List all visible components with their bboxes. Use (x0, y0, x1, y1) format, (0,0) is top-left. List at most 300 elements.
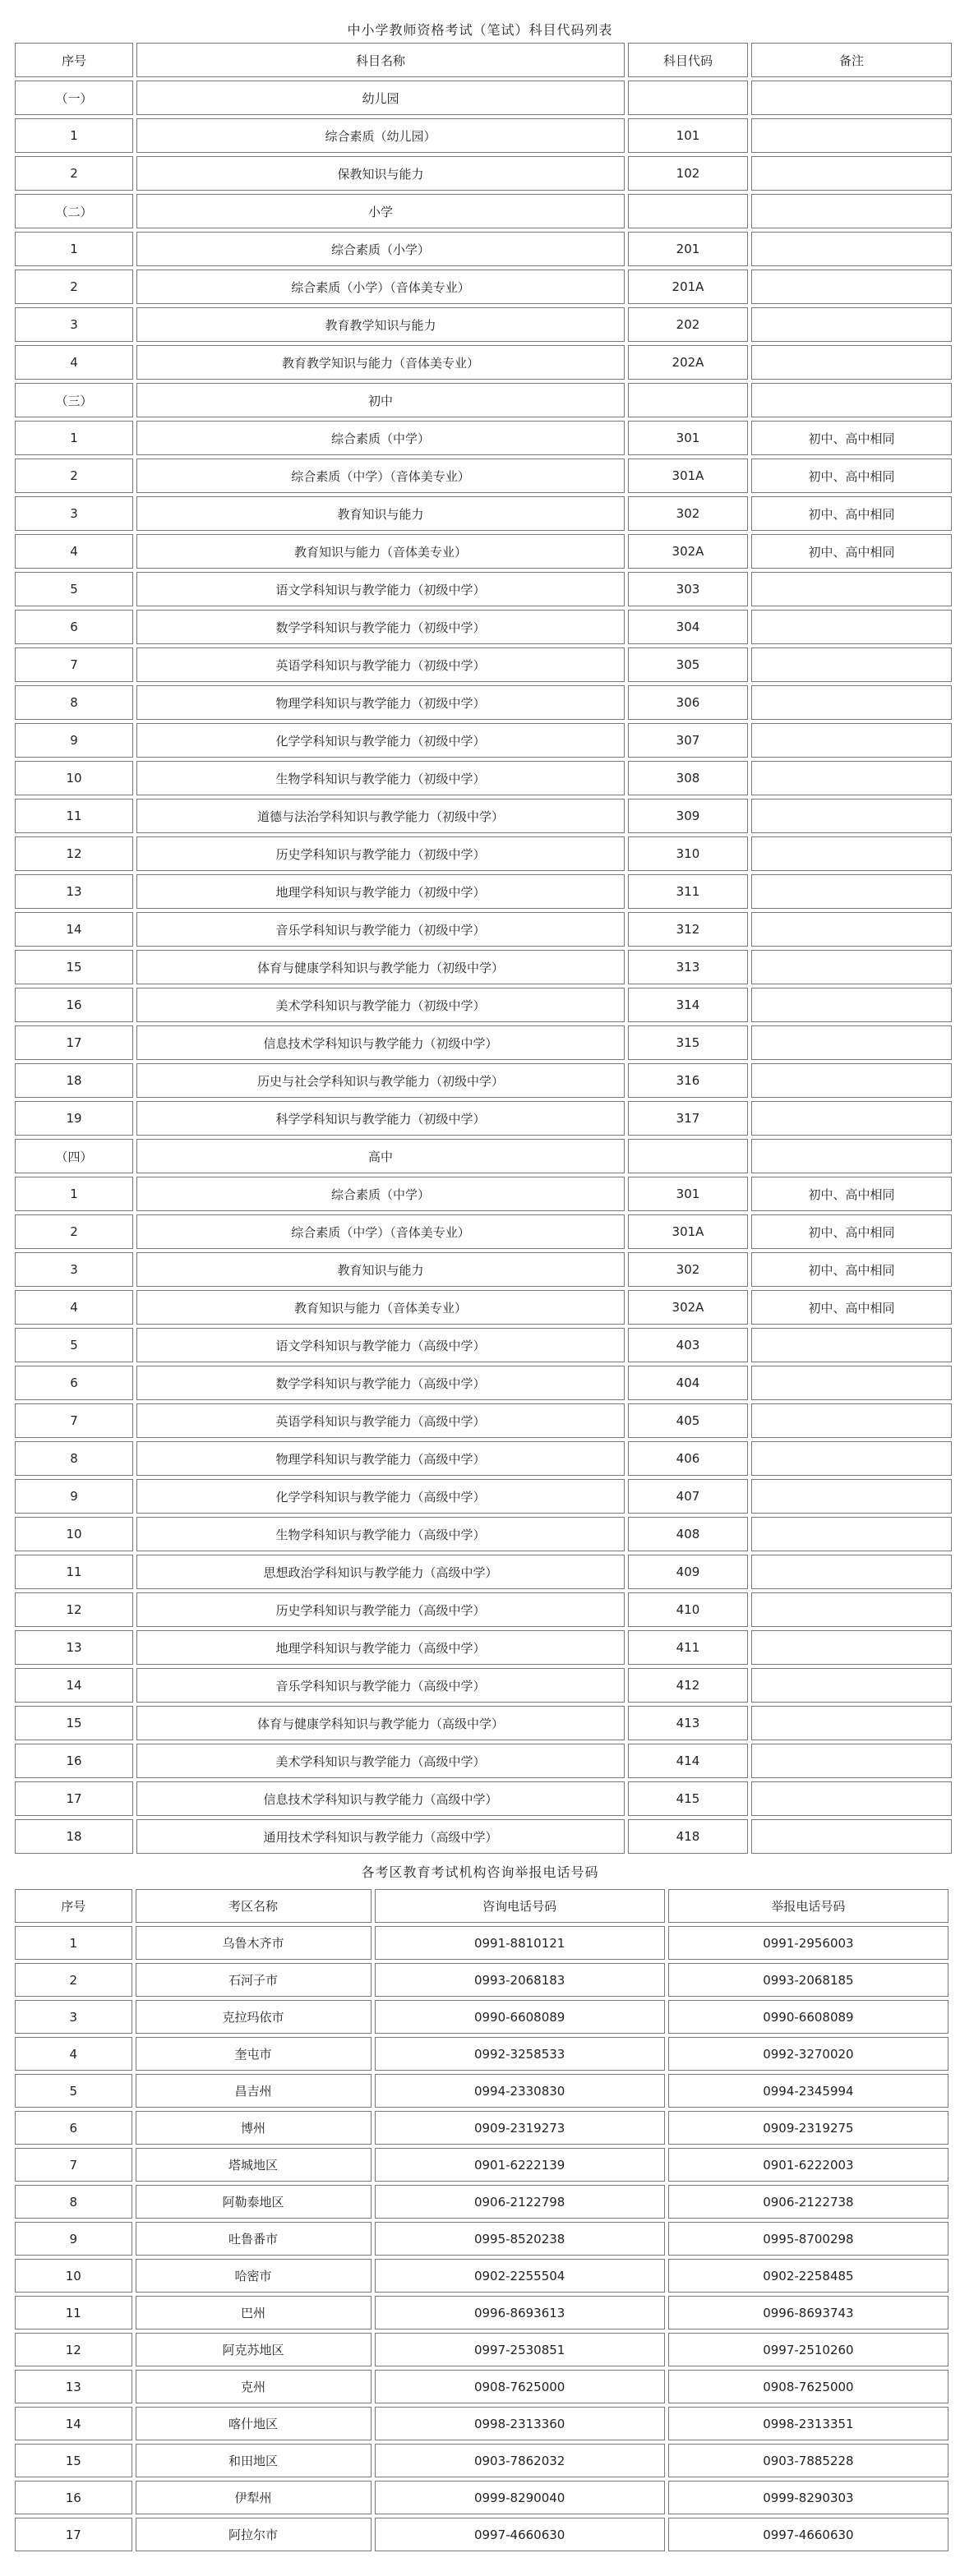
subject-note (751, 1592, 952, 1627)
row-number: 2 (15, 156, 133, 191)
region-name: 塔城地区 (136, 2148, 372, 2182)
region-name: 阿拉尔市 (136, 2518, 372, 2551)
subject-name: 保教知识与能力 (136, 156, 625, 191)
header-no: 序号 (15, 43, 133, 77)
report-phone: 0901-6222003 (668, 2148, 948, 2182)
report-phone: 0992-3270020 (668, 2037, 948, 2071)
subject-name: 地理学科知识与教学能力（初级中学） (136, 874, 625, 909)
subject-note (751, 1328, 952, 1362)
subject-code: 413 (628, 1706, 748, 1740)
subject-note (751, 836, 952, 871)
subject-code: 315 (628, 1025, 748, 1060)
row-number: 8 (15, 1441, 133, 1476)
row-number: （三） (15, 383, 133, 417)
row-number: 10 (15, 2259, 132, 2293)
subject-code: 314 (628, 988, 748, 1022)
table-row (15, 912, 952, 947)
table-row (15, 2037, 948, 2071)
consult-phone: 0992-3258533 (375, 2037, 665, 2071)
subject-note (751, 610, 952, 644)
subject-name: 物理学科知识与教学能力（高级中学） (136, 1441, 625, 1476)
phones-table (12, 1886, 952, 2555)
subject-code: 403 (628, 1328, 748, 1362)
consult-phone: 0993-2068183 (375, 1963, 665, 1997)
row-number: 4 (15, 1290, 133, 1325)
row-number: 9 (15, 723, 133, 758)
table-row (15, 2370, 948, 2403)
row-number: 15 (15, 1706, 133, 1740)
table-row (15, 2259, 948, 2293)
row-number: 7 (15, 1403, 133, 1438)
consult-phone: 0990-6608089 (375, 2000, 665, 2034)
subject-note: 初中、高中相同 (751, 496, 952, 531)
row-number: 2 (15, 1214, 133, 1249)
subject-note (751, 1555, 952, 1589)
consult-phone: 0995-8520238 (375, 2222, 665, 2256)
row-number: 13 (15, 874, 133, 909)
subject-code: 418 (628, 1819, 748, 1854)
subject-name: 体育与健康学科知识与教学能力（高级中学） (136, 1706, 625, 1740)
subject-code: 313 (628, 950, 748, 984)
table-row (15, 496, 952, 531)
table-row (15, 2185, 948, 2219)
table-row (15, 610, 952, 644)
table-row (15, 1403, 952, 1438)
row-number: 3 (15, 2000, 132, 2034)
subject-name: 历史与社会学科知识与教学能力（初级中学） (136, 1063, 625, 1098)
subject-code (628, 1139, 748, 1173)
subject-note (751, 81, 952, 115)
subject-note (751, 1479, 952, 1514)
table-row (15, 2444, 948, 2477)
table-row (15, 1819, 952, 1854)
table-row (15, 2333, 948, 2366)
table-row (15, 345, 952, 380)
row-number: 9 (15, 1479, 133, 1514)
subject-code: 301A (628, 1214, 748, 1249)
row-number: 1 (15, 1926, 132, 1960)
header-report-phone: 举报电话号码 (668, 1889, 948, 1923)
phones-table-body (15, 1926, 948, 2551)
subject-note: 初中、高中相同 (751, 1290, 952, 1325)
region-name: 克拉玛依市 (136, 2000, 372, 2034)
region-name: 哈密市 (136, 2259, 372, 2293)
subject-note (751, 1517, 952, 1551)
subject-code: 307 (628, 723, 748, 758)
subject-note (751, 874, 952, 909)
row-number: 17 (15, 1025, 133, 1060)
row-number: 14 (15, 912, 133, 947)
subject-name: 历史学科知识与教学能力（初级中学） (136, 836, 625, 871)
table-row (15, 1926, 948, 1960)
subject-name: 生物学科知识与教学能力（初级中学） (136, 761, 625, 795)
region-name: 奎屯市 (136, 2037, 372, 2071)
table-row (15, 156, 952, 191)
report-phone: 0999-8290303 (668, 2481, 948, 2514)
header-subject-name: 科目名称 (136, 43, 625, 77)
subject-name: 幼儿园 (136, 81, 625, 115)
subject-note (751, 1101, 952, 1136)
table-row (15, 270, 952, 304)
row-number: 8 (15, 2185, 132, 2219)
region-name: 巴州 (136, 2296, 372, 2329)
table-row (15, 2481, 948, 2514)
subject-code: 303 (628, 572, 748, 606)
subject-code: 411 (628, 1630, 748, 1665)
row-number: 12 (15, 836, 133, 871)
table-row (15, 1479, 952, 1514)
table-row (15, 1366, 952, 1400)
subject-name: 小学 (136, 194, 625, 228)
row-number: 1 (15, 118, 133, 153)
subject-note (751, 912, 952, 947)
subject-code: 311 (628, 874, 748, 909)
subject-code: 407 (628, 1479, 748, 1514)
consult-phone: 0906-2122798 (375, 2185, 665, 2219)
subject-code: 301A (628, 459, 748, 493)
subject-name: 语文学科知识与教学能力（高级中学） (136, 1328, 625, 1362)
row-number: 17 (15, 1781, 133, 1816)
subject-code: 301 (628, 421, 748, 455)
row-number: 3 (15, 1252, 133, 1287)
subject-name: 信息技术学科知识与教学能力（初级中学） (136, 1025, 625, 1060)
table-row (15, 988, 952, 1022)
report-phone: 0902-2258485 (668, 2259, 948, 2293)
row-number: 17 (15, 2518, 132, 2551)
region-name: 伊犁州 (136, 2481, 372, 2514)
subject-name: 思想政治学科知识与教学能力（高级中学） (136, 1555, 625, 1589)
subject-name: 高中 (136, 1139, 625, 1173)
subject-code: 201 (628, 232, 748, 266)
table-row (15, 2148, 948, 2182)
row-number: 6 (15, 610, 133, 644)
row-number: （四） (15, 1139, 133, 1173)
subject-name: 语文学科知识与教学能力（初级中学） (136, 572, 625, 606)
subject-name: 通用技术学科知识与教学能力（高级中学） (136, 1819, 625, 1854)
row-number: 12 (15, 1592, 133, 1627)
region-name: 阿勒泰地区 (136, 2185, 372, 2219)
subject-name: 综合素质（中学） (136, 421, 625, 455)
table-row (15, 2407, 948, 2440)
subject-code: 302A (628, 1290, 748, 1325)
subject-name: 综合素质（小学）（音体美专业） (136, 270, 625, 304)
subject-name: 地理学科知识与教学能力（高级中学） (136, 1630, 625, 1665)
subject-code: 409 (628, 1555, 748, 1589)
table-row (15, 1555, 952, 1589)
row-number: 14 (15, 2407, 132, 2440)
subject-name: 综合素质（中学）（音体美专业） (136, 459, 625, 493)
table-row (15, 421, 952, 455)
subject-name: 英语学科知识与教学能力（高级中学） (136, 1403, 625, 1438)
subject-name: 综合素质（中学）（音体美专业） (136, 1214, 625, 1249)
row-number: 3 (15, 307, 133, 342)
subject-note (751, 307, 952, 342)
report-phone: 0997-2510260 (668, 2333, 948, 2366)
table-row (15, 572, 952, 606)
table-row (15, 459, 952, 493)
table-row (15, 2296, 948, 2329)
region-name: 乌鲁木齐市 (136, 1926, 372, 1960)
report-phone: 0903-7885228 (668, 2444, 948, 2477)
table-row (15, 534, 952, 569)
table-row (15, 1328, 952, 1362)
consult-phone: 0998-2313360 (375, 2407, 665, 2440)
table-row (15, 1177, 952, 1211)
subject-code: 302 (628, 1252, 748, 1287)
subject-note (751, 1744, 952, 1778)
subject-note (751, 156, 952, 191)
table-row (15, 194, 952, 228)
subject-code: 310 (628, 836, 748, 871)
subjects-table (12, 39, 955, 1857)
table-row (15, 1063, 952, 1098)
table-row (15, 1101, 952, 1136)
subject-code: 406 (628, 1441, 748, 1476)
table-row (15, 2222, 948, 2256)
table-row (15, 723, 952, 758)
row-number: （二） (15, 194, 133, 228)
row-number: 10 (15, 1517, 133, 1551)
subjects-table-title: 中小学教师资格考试（笔试）科目代码列表 (347, 22, 613, 38)
subject-name: 数学学科知识与教学能力（初级中学） (136, 610, 625, 644)
subject-note (751, 1063, 952, 1098)
table-row (15, 950, 952, 984)
region-name: 和田地区 (136, 2444, 372, 2477)
header-no: 序号 (15, 1889, 132, 1923)
table-row (15, 799, 952, 833)
subject-note (751, 572, 952, 606)
row-number: 1 (15, 1177, 133, 1211)
table-row (15, 1252, 952, 1287)
subject-code: 415 (628, 1781, 748, 1816)
subject-code: 404 (628, 1366, 748, 1400)
table-row (15, 118, 952, 153)
consult-phone: 0909-2319273 (375, 2111, 665, 2145)
subject-name: 科学学科知识与教学能力（初级中学） (136, 1101, 625, 1136)
region-name: 阿克苏地区 (136, 2333, 372, 2366)
table-row (15, 1290, 952, 1325)
table-row (15, 685, 952, 720)
subject-code: 305 (628, 647, 748, 682)
subject-note: 初中、高中相同 (751, 1214, 952, 1249)
report-phone: 0906-2122738 (668, 2185, 948, 2219)
region-name: 克州 (136, 2370, 372, 2403)
subject-note: 初中、高中相同 (751, 534, 952, 569)
table-row (15, 81, 952, 115)
subject-code: 414 (628, 1744, 748, 1778)
subject-note (751, 1668, 952, 1703)
table-row (15, 836, 952, 871)
row-number: 5 (15, 572, 133, 606)
table-row (15, 1441, 952, 1476)
subject-code (628, 81, 748, 115)
subject-code: 101 (628, 118, 748, 153)
row-number: 15 (15, 950, 133, 984)
subject-name: 综合素质（小学） (136, 232, 625, 266)
subject-code: 202 (628, 307, 748, 342)
subject-note (751, 799, 952, 833)
subject-code (628, 194, 748, 228)
subject-name: 音乐学科知识与教学能力（高级中学） (136, 1668, 625, 1703)
table-row (15, 1630, 952, 1665)
row-number: 13 (15, 2370, 132, 2403)
subject-note: 初中、高中相同 (751, 459, 952, 493)
row-number: 18 (15, 1063, 133, 1098)
subject-name: 道德与法治学科知识与教学能力（初级中学） (136, 799, 625, 833)
row-number: 1 (15, 421, 133, 455)
region-name: 昌吉州 (136, 2074, 372, 2108)
consult-phone: 0996-8693613 (375, 2296, 665, 2329)
subject-code: 410 (628, 1592, 748, 1627)
table-row (15, 1744, 952, 1778)
subject-code: 301 (628, 1177, 748, 1211)
subject-note (751, 685, 952, 720)
table-row (15, 2518, 948, 2551)
subject-note (751, 194, 952, 228)
subject-note: 初中、高中相同 (751, 1177, 952, 1211)
table-row (15, 383, 952, 417)
subject-name: 教育知识与能力 (136, 1252, 625, 1287)
subject-note (751, 1706, 952, 1740)
region-name: 博州 (136, 2111, 372, 2145)
subject-code: 412 (628, 1668, 748, 1703)
subject-note (751, 723, 952, 758)
table-row (15, 1592, 952, 1627)
report-phone: 0998-2313351 (668, 2407, 948, 2440)
subject-note (751, 1441, 952, 1476)
row-number: 4 (15, 534, 133, 569)
subject-code: 312 (628, 912, 748, 947)
report-phone: 0990-6608089 (668, 2000, 948, 2034)
subject-name: 体育与健康学科知识与教学能力（初级中学） (136, 950, 625, 984)
row-number: 2 (15, 1963, 132, 1997)
row-number: 18 (15, 1819, 133, 1854)
consult-phone: 0999-8290040 (375, 2481, 665, 2514)
subject-code: 302A (628, 534, 748, 569)
subject-note (751, 232, 952, 266)
row-number: 16 (15, 2481, 132, 2514)
subject-code: 306 (628, 685, 748, 720)
subject-name: 教育知识与能力（音体美专业） (136, 534, 625, 569)
subject-name: 化学学科知识与教学能力（高级中学） (136, 1479, 625, 1514)
subjects-table-body (15, 81, 952, 1854)
row-number: 13 (15, 1630, 133, 1665)
row-number: 12 (15, 2333, 132, 2366)
subject-note (751, 345, 952, 380)
row-number: 2 (15, 459, 133, 493)
subject-name: 教育教学知识与能力（音体美专业） (136, 345, 625, 380)
consult-phone: 0997-4660630 (375, 2518, 665, 2551)
subject-note: 初中、高中相同 (751, 421, 952, 455)
subject-name: 音乐学科知识与教学能力（初级中学） (136, 912, 625, 947)
header-region-name: 考区名称 (136, 1889, 372, 1923)
subjects-table-header-row (15, 43, 952, 77)
row-number: 11 (15, 2296, 132, 2329)
row-number: 9 (15, 2222, 132, 2256)
report-phone: 0991-2956003 (668, 1926, 948, 1960)
header-note: 备注 (751, 43, 952, 77)
row-number: 4 (15, 2037, 132, 2071)
row-number: 14 (15, 1668, 133, 1703)
subject-name: 英语学科知识与教学能力（初级中学） (136, 647, 625, 682)
table-row (15, 1963, 948, 1997)
region-name: 吐鲁番市 (136, 2222, 372, 2256)
subject-code: 316 (628, 1063, 748, 1098)
consult-phone: 0902-2255504 (375, 2259, 665, 2293)
report-phone: 0908-7625000 (668, 2370, 948, 2403)
table-row (15, 1139, 952, 1173)
subject-code: 405 (628, 1403, 748, 1438)
subject-name: 生物学科知识与教学能力（高级中学） (136, 1517, 625, 1551)
subject-note (751, 270, 952, 304)
subject-name: 教育知识与能力（音体美专业） (136, 1290, 625, 1325)
subject-code: 102 (628, 156, 748, 191)
row-number: 11 (15, 1555, 133, 1589)
subject-note (751, 383, 952, 417)
subject-name: 教育知识与能力 (136, 496, 625, 531)
row-number: 11 (15, 799, 133, 833)
subject-name: 历史学科知识与教学能力（高级中学） (136, 1592, 625, 1627)
row-number: 5 (15, 2074, 132, 2108)
row-number: 6 (15, 2111, 132, 2145)
report-phone: 0996-8693743 (668, 2296, 948, 2329)
subject-note (751, 1403, 952, 1438)
subject-note (751, 647, 952, 682)
table-row (15, 647, 952, 682)
row-number: 2 (15, 270, 133, 304)
subject-code: 304 (628, 610, 748, 644)
subject-note (751, 950, 952, 984)
region-name: 喀什地区 (136, 2407, 372, 2440)
subject-name: 综合素质（幼儿园） (136, 118, 625, 153)
subject-note (751, 1781, 952, 1816)
report-phone: 0993-2068185 (668, 1963, 948, 1997)
subject-code: 202A (628, 345, 748, 380)
report-phone: 0997-4660630 (668, 2518, 948, 2551)
phones-table-title: 各考区教育考试机构咨询举报电话号码 (361, 1864, 599, 1880)
region-name: 石河子市 (136, 1963, 372, 1997)
consult-phone: 0908-7625000 (375, 2370, 665, 2403)
phones-table-header-row (15, 1889, 948, 1923)
subject-note (751, 1366, 952, 1400)
subject-code (628, 383, 748, 417)
row-number: 1 (15, 232, 133, 266)
subject-name: 综合素质（中学） (136, 1177, 625, 1211)
subject-note (751, 1025, 952, 1060)
row-number: 7 (15, 2148, 132, 2182)
subject-name: 化学学科知识与教学能力（初级中学） (136, 723, 625, 758)
table-row (15, 2111, 948, 2145)
row-number: （一） (15, 81, 133, 115)
subject-name: 物理学科知识与教学能力（初级中学） (136, 685, 625, 720)
row-number: 16 (15, 988, 133, 1022)
subject-code: 308 (628, 761, 748, 795)
table-row (15, 1517, 952, 1551)
row-number: 16 (15, 1744, 133, 1778)
table-row (15, 2000, 948, 2034)
subject-code: 201A (628, 270, 748, 304)
consult-phone: 0903-7862032 (375, 2444, 665, 2477)
table-row (15, 1025, 952, 1060)
row-number: 3 (15, 496, 133, 531)
subject-code: 309 (628, 799, 748, 833)
table-row (15, 1668, 952, 1703)
row-number: 8 (15, 685, 133, 720)
consult-phone: 0901-6222139 (375, 2148, 665, 2182)
row-number: 7 (15, 647, 133, 682)
table-row (15, 2074, 948, 2108)
consult-phone: 0997-2530851 (375, 2333, 665, 2366)
